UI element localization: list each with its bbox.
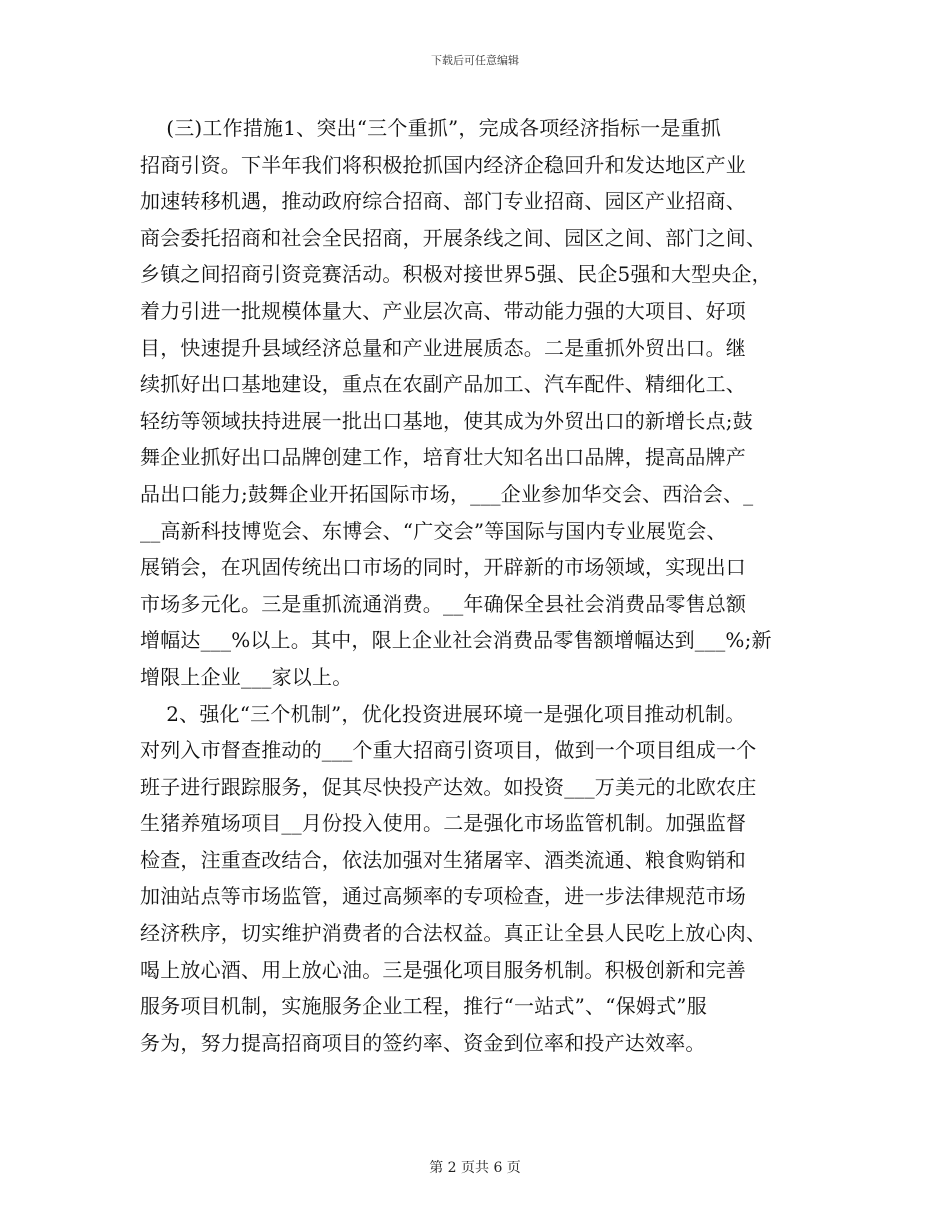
text-line: 加油站点等市场监管，通过高频率的专项检查，进一步法律规范市场 (140, 884, 746, 909)
text-line: 轻纺等领域扶持进展一批出口基地，使其成为外贸出口的新增长点;鼓 (140, 408, 753, 433)
text-line: 品出口能力;鼓舞企业开拓国际市场，___企业参加华交会、西洽会、_ (140, 481, 754, 506)
text-line: 生猪养殖场项目__月份投入使用。二是强化市场监管机制。加强监督 (140, 811, 747, 836)
page-footer: 第 2 页共 6 页 (429, 1160, 521, 1176)
text-line: 展销会，在巩固传统出口市场的同时，开辟新的市场领域，实现出口 (140, 555, 746, 580)
text-line: 着力引进一批规模体量大、产业层次高、带动能力强的大项目、好项 (140, 298, 746, 323)
text-line: 市场多元化。三是重抓流通消费。__年确保全县社会消费品零售总额 (140, 591, 747, 616)
text-line: 招商引资。下半年我们将积极抢抓国内经济企稳回升和发达地区产业 (140, 152, 746, 177)
text-line: 舞企业抓好出口品牌创建工作，培育壮大知名出口品牌，提高品牌产 (140, 445, 746, 470)
text-line: 服务项目机制，实施服务企业工程，推行“一站式”、“保姆式”服 (140, 994, 707, 1019)
text-line: 2、强化“三个机制”，优化投资进展环境一是强化项目推动机制。 (140, 701, 746, 726)
page-header: 下载后可任意编辑 (431, 54, 519, 67)
text-line: 经济秩序，切实维护消费者的合法权益。真正让全县人民吃上放心肉、 (140, 921, 767, 946)
text-line: 加速转移机遇，推动政府综合招商、部门专业招商、园区产业招商、 (140, 189, 746, 214)
text-line: 增限上企业___家以上。 (140, 664, 353, 689)
text-line: 商会委托招商和社会全民招商，开展条线之间、园区之间、部门之间、 (140, 225, 767, 250)
text-line: 乡镇之间招商引资竞赛活动。积极对接世界5强、民企5强和大型央企， (140, 262, 772, 287)
text-line: 增幅达___%以上。其中，限上企业社会消费品零售额增幅达到___%;新 (140, 628, 772, 653)
text-line: __高新科技博览会、东博会、“广交会”等国际与国内专业展览会、 (140, 518, 727, 543)
text-line: 检查，注重查改结合，依法加强对生猪屠宰、酒类流通、粮食购销和 (140, 847, 746, 872)
text-line: 目，快速提升县域经济总量和产业进展质态。二是重抓外贸出口。继 (140, 335, 746, 360)
document-body (140, 110, 830, 1061)
text-line: 班子进行跟踪服务，促其尽快投产达效。如投资___万美元的北欧农庄 (140, 774, 757, 799)
text-line: 务为，努力提高招商项目的签约率、资金到位率和投产达效率。 (140, 1030, 706, 1055)
text-line: 喝上放心酒、用上放心油。三是强化项目服务机制。积极创新和完善 (140, 957, 746, 982)
text-line: (三)工作措施1、突出“三个重抓”，完成各项经济指标一是重抓 (140, 116, 722, 140)
text-line: 续抓好出口基地建设，重点在农副产品加工、汽车配件、精细化工、 (140, 372, 746, 397)
text-line: 对列入市督查推动的___个重大招商引资项目，做到一个项目组成一个 (140, 738, 757, 763)
